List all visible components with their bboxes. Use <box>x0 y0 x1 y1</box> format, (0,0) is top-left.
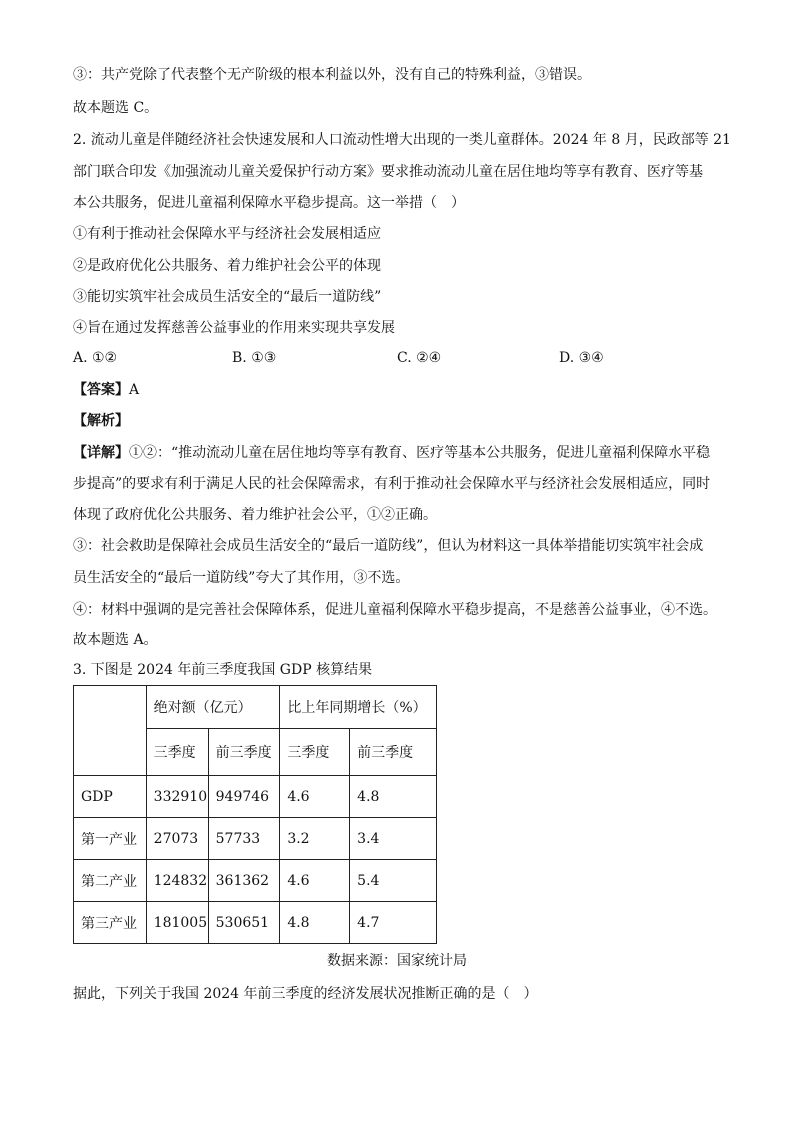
q2-option-d: D. ③④ <box>559 350 604 366</box>
table-cell: 332910 <box>146 776 208 818</box>
q2-stem-line-3: 本公共服务，促进儿童福利保障水平稳步提高。这一举措（ ） <box>73 195 465 211</box>
header-cell: 前三季度 <box>208 729 280 776</box>
q2-item-4: ④旨在通过发挥慈善公益事业的作用来实现共享发展 <box>73 320 395 336</box>
table-cell: 530651 <box>208 902 280 944</box>
header-cell: 前三季度 <box>350 729 437 776</box>
q2-option-c: C. ②④ <box>397 350 442 366</box>
q2-detail-line-5: 员生活安全的“最后一道防线”夸大了其作用，③不选。 <box>73 570 410 586</box>
q2-conclusion: 故本题选 A。 <box>73 632 158 648</box>
q2-stem-line-1: 2. 流动儿童是伴随经济社会快速发展和人口流动性增大出现的一类儿童群体。2024 年 8 月，民政部等 21 <box>73 132 731 148</box>
table-cell: 181005 <box>146 902 208 944</box>
prev-conclusion: 故本题选 C。 <box>73 100 159 116</box>
table-cell: 4.8 <box>280 902 350 944</box>
data-source: 数据来源：国家统计局 <box>327 953 467 969</box>
table-row <box>74 776 437 818</box>
q3-stem: 3. 下图是 2024 年前三季度我国 GDP 核算结果 <box>73 662 373 678</box>
q2-detail-line-6: ④：材料中强调的是完善社会保障体系，促进儿童福利保障水平稳步提高，不是慈善公益事业，④不选。 <box>73 602 717 618</box>
table-cell: 4.6 <box>280 860 350 902</box>
prev-explanation-3: ③：共产党除了代表整个无产阶级的根本利益以外，没有自己的特殊利益，③错误。 <box>73 67 591 83</box>
header-growth-rate: 比上年同期增长（%） <box>280 686 437 729</box>
analysis-label: 【解析】 <box>73 413 129 429</box>
q2-detail-line-3: 体现了政府优化公共服务、着力维护社会公平，①②正确。 <box>73 507 437 523</box>
table-cell: 5.4 <box>350 860 437 902</box>
header-absolute-amount: 绝对额（亿元） <box>146 686 280 729</box>
detail-text-1: ①②：“推动流动儿童在居住地均等享有教育、医疗等基本公共服务，促进儿童福利保障水平稳 <box>129 445 711 461</box>
answer-value: A <box>129 382 140 398</box>
q2-stem-line-2: 部门联合印发《加强流动儿童关爱保护行动方案》要求推动流动儿童在居住地均等享有教育、医疗等基 <box>73 164 703 180</box>
header-cell: 三季度 <box>146 729 208 776</box>
q2-option-a: A. ①② <box>73 350 118 366</box>
table-cell: 361362 <box>208 860 280 902</box>
table-cell: 4.6 <box>280 776 350 818</box>
table-cell: 27073 <box>146 818 208 860</box>
q2-item-1: ①有利于推动社会保障水平与经济社会发展相适应 <box>73 226 381 242</box>
row-label: 第三产业 <box>74 902 147 944</box>
table-row <box>74 902 437 944</box>
q2-item-3: ③能切实筑牢社会成员生活安全的“最后一道防线” <box>73 289 382 305</box>
table-header-row-1 <box>74 686 437 729</box>
table-cell: 4.8 <box>350 776 437 818</box>
table-cell: 124832 <box>146 860 208 902</box>
table-cell: 3.4 <box>350 818 437 860</box>
q2-detail-line-2: 步提高”的要求有利于满足人民的社会保障需求，有利于推动社会保障水平与经济社会发展相适应，同时 <box>73 476 711 492</box>
detail-label: 【详解】 <box>73 445 129 461</box>
table-corner-cell <box>74 686 147 776</box>
q2-answer <box>73 380 139 400</box>
row-label: 第一产业 <box>74 818 147 860</box>
row-label: 第二产业 <box>74 860 147 902</box>
table-cell: 57733 <box>208 818 280 860</box>
table-cell: 3.2 <box>280 818 350 860</box>
q2-detail-line-4: ③：社会救助是保障社会成员生活安全的“最后一道防线”，但认为材料这一具体举措能切实筑牢社会成 <box>73 538 704 554</box>
q2-item-2: ②是政府优化公共服务、着力维护社会公平的体现 <box>73 258 381 274</box>
q2-option-b: B. ①③ <box>232 350 277 366</box>
q3-question: 据此，下列关于我国 2024 年前三季度的经济发展状况推断正确的是（ ） <box>73 986 538 1002</box>
table-row <box>74 860 437 902</box>
header-cell: 三季度 <box>280 729 350 776</box>
table-cell: 949746 <box>208 776 280 818</box>
gdp-table <box>73 685 437 944</box>
table-cell: 4.7 <box>350 902 437 944</box>
table-row <box>74 818 437 860</box>
q2-detail-line-1 <box>73 443 710 463</box>
row-label: GDP <box>74 776 147 818</box>
answer-label: 【答案】 <box>73 382 129 398</box>
